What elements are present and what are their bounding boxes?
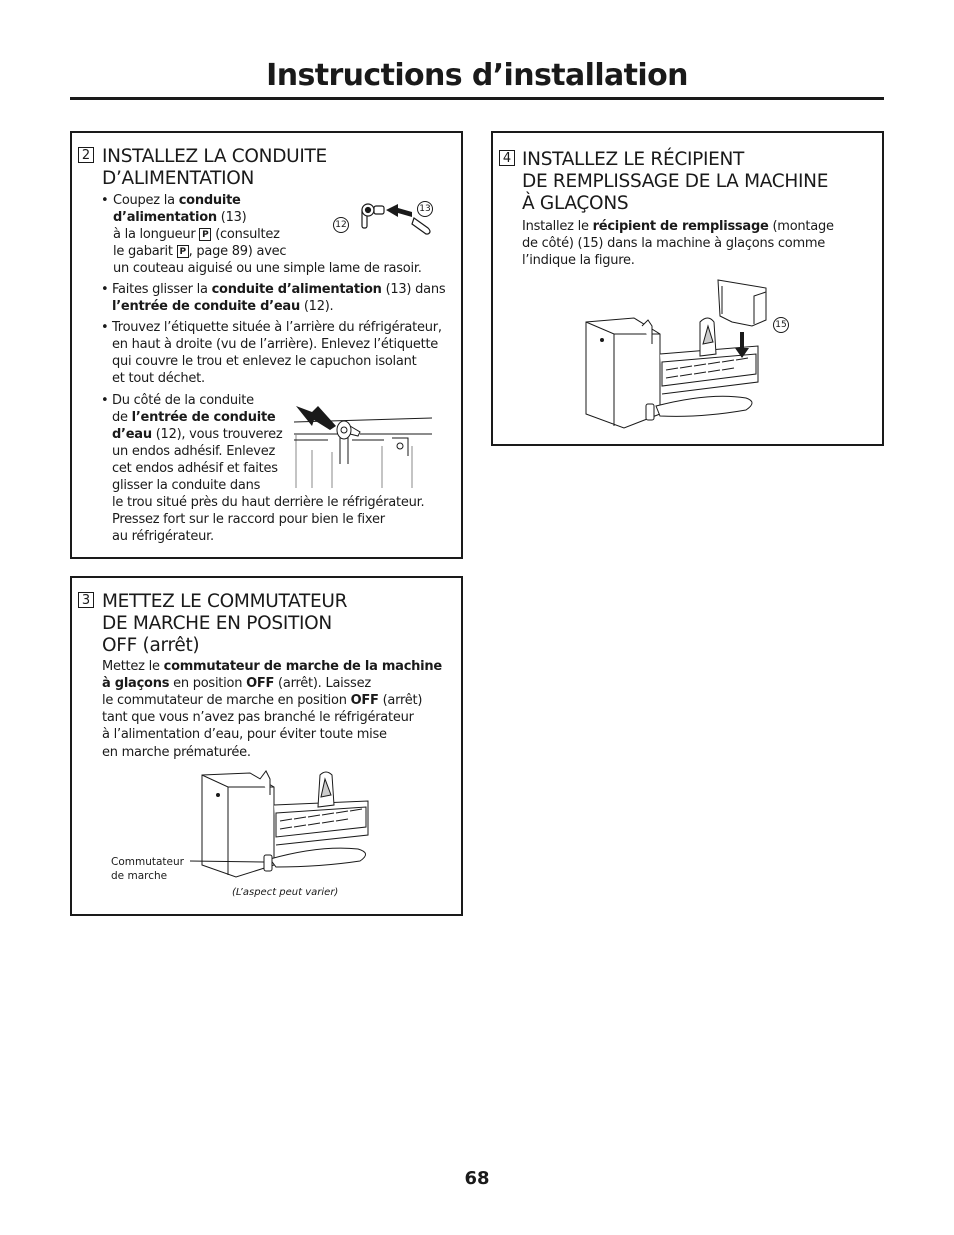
step-3-heading-line1: METTEZ LE COMMUTATEUR bbox=[102, 591, 348, 612]
step-2-number: 2 bbox=[78, 147, 94, 163]
step-2-b3-line2: en haut à droite (vu de l’arrière). Enlevez l’étiquette bbox=[112, 337, 439, 352]
step-4-number: 4 bbox=[499, 150, 515, 166]
step-2-b4-line4: un endos adhésif. Enlevez bbox=[112, 444, 276, 459]
page-number: 68 bbox=[464, 1168, 490, 1189]
step-2-heading-line2: D’ALIMENTATION bbox=[102, 168, 255, 189]
step-4-line2: de côté) (15) dans la machine à glaçons comme bbox=[522, 236, 826, 251]
page-title: Instructions d’installation bbox=[266, 58, 688, 93]
step-2-b1-line2: d’alimentation (13) bbox=[113, 210, 247, 225]
bullet: • bbox=[101, 193, 109, 208]
switch-label-line1: Commutateur bbox=[111, 856, 184, 868]
step-3-line1: Mettez le commutateur de marche de la machine bbox=[102, 659, 442, 674]
step-3-heading-line2: DE MARCHE EN POSITION bbox=[102, 613, 332, 634]
ice-maker-fill-cup-illustration bbox=[580, 278, 780, 433]
fitting-illustration bbox=[350, 196, 450, 241]
arrow-icon bbox=[296, 406, 336, 430]
switch-label bbox=[111, 855, 184, 883]
callout-13: 13 bbox=[417, 201, 433, 217]
step-2-b4-line8: Pressez fort sur le raccord pour bien le fixer bbox=[112, 512, 385, 527]
bullet: • bbox=[101, 282, 109, 297]
step-4-heading-line3: À GLAÇONS bbox=[522, 193, 629, 214]
step-2-b1-line5: un couteau aiguisé ou une simple lame de rasoir. bbox=[113, 261, 422, 276]
step-2-b4-line1: Du côté de la conduite bbox=[112, 393, 254, 408]
step-3-line6: en marche prématurée. bbox=[102, 745, 251, 760]
step-2-b4-line2: de l’entrée de conduite bbox=[112, 410, 276, 425]
callout-12: 12 bbox=[333, 217, 349, 233]
supply-tube bbox=[412, 218, 430, 234]
step-2-b4-line9: au réfrigérateur. bbox=[112, 529, 214, 544]
step-2-b1-line4: le gabarit P , page 89) avec bbox=[113, 244, 287, 259]
step-3-line5: à l’alimentation d’eau, pour éviter toute mise bbox=[102, 727, 387, 742]
switch-label-line2: de marche bbox=[111, 870, 168, 882]
step-2-heading-line1: INSTALLEZ LA CONDUITE bbox=[102, 146, 327, 167]
step-4-line1: Installez le récipient de remplissage (montage bbox=[522, 219, 834, 234]
ice-maker-illustration bbox=[180, 765, 380, 885]
step-2-b4-line5: cet endos adhésif et faites bbox=[112, 461, 278, 476]
step-2-b3-line4: et tout déchet. bbox=[112, 371, 205, 386]
step-4-line3: l’indique la figure. bbox=[522, 253, 635, 268]
step-2-b4-line6: glisser la conduite dans bbox=[112, 478, 261, 493]
template-p-box: P bbox=[199, 228, 211, 241]
step-3-heading-line3: OFF (arrêt) bbox=[102, 635, 200, 656]
refrigerator-back-illustration bbox=[292, 400, 434, 488]
title-rule bbox=[70, 97, 884, 100]
step-3-line4: tant que vous n’avez pas branché le réfrigérateur bbox=[102, 710, 414, 725]
callout-15: 15 bbox=[773, 317, 789, 333]
step-2-b4-line3: d’eau (12), vous trouverez bbox=[112, 427, 283, 442]
step-3-number: 3 bbox=[78, 592, 94, 608]
step-2-b2-line2: l’entrée de conduite d’eau (12). bbox=[112, 299, 334, 314]
step-2-heading bbox=[102, 146, 327, 190]
step-2-b3-line3: qui couvre le trou et enlevez le capuchon isolant bbox=[112, 354, 417, 369]
bullet: • bbox=[101, 320, 109, 335]
template-p-box: P bbox=[177, 245, 189, 258]
step-2-b3-line1: Trouvez l’étiquette située à l’arrière du réfrigérateur, bbox=[112, 320, 442, 335]
bullet: • bbox=[101, 393, 109, 408]
step-3-line2: à glaçons en position OFF (arrêt). Laissez bbox=[102, 676, 371, 691]
step-4-heading-line1: INSTALLEZ LE RÉCIPIENT bbox=[522, 149, 745, 170]
step-4-heading bbox=[522, 149, 828, 215]
step-2-b2-line1: Faites glisser la conduite d’alimentation (13) dans bbox=[112, 282, 446, 297]
step-3-line3: le commutateur de marche en position OFF (arrêt) bbox=[102, 693, 423, 708]
step-2-b1-line3: à la longueur P (consultez bbox=[113, 227, 280, 242]
step-3-heading bbox=[102, 591, 347, 657]
arrow-icon bbox=[386, 204, 412, 217]
step-2-b1-line1: Coupez la conduite bbox=[113, 193, 241, 208]
step-2-b4-line7: le trou situé près du haut derrière le réfrigérateur. bbox=[112, 495, 425, 510]
step-4-heading-line2: DE REMPLISSAGE DE LA MACHINE bbox=[522, 171, 829, 192]
appearance-caption: (L’aspect peut varier) bbox=[232, 887, 339, 898]
water-inlet-fitting bbox=[362, 204, 384, 228]
